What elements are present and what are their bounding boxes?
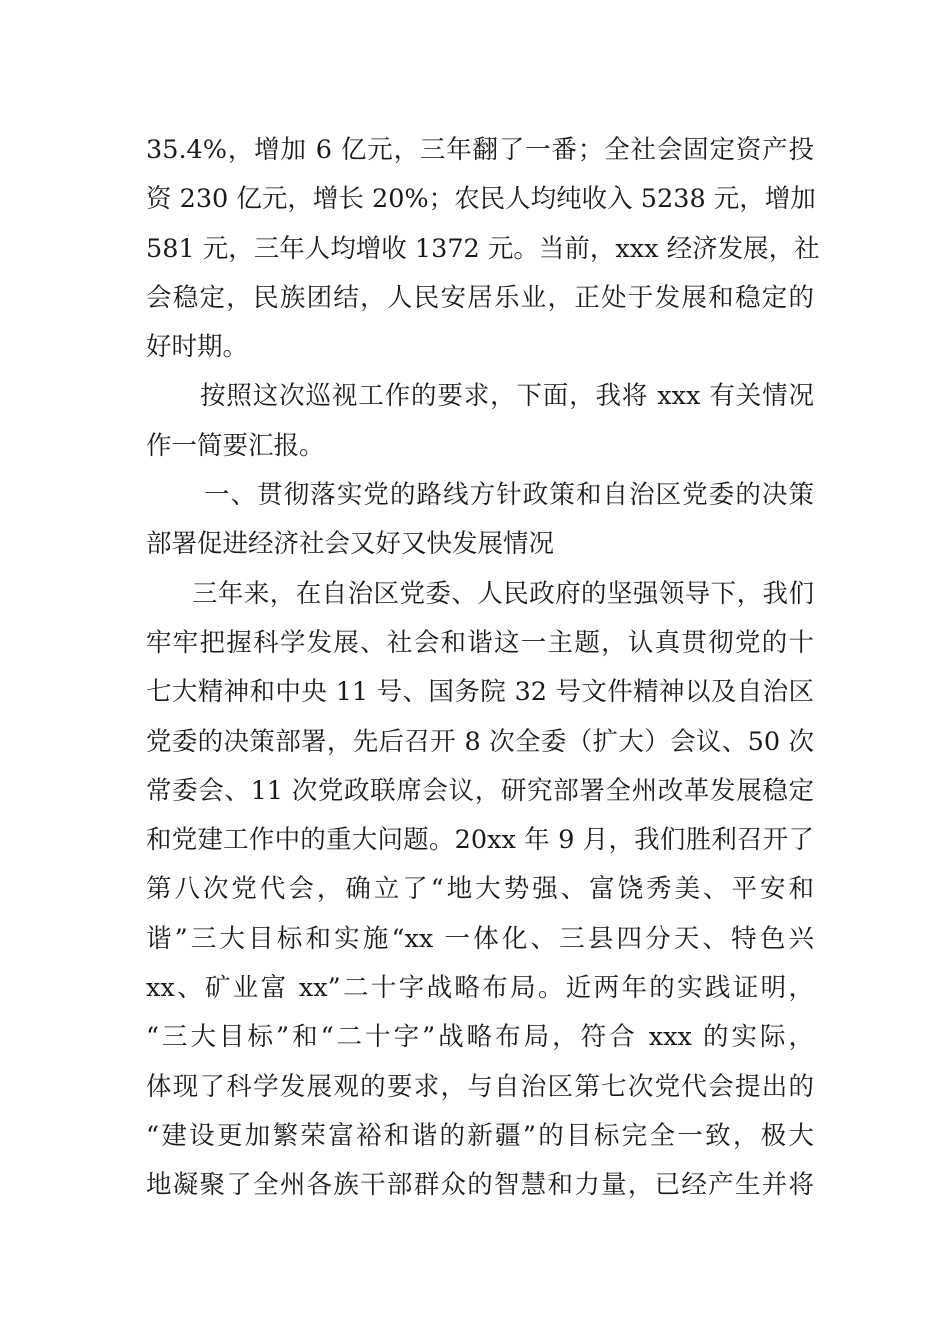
paragraph-three-years	[146, 570, 814, 1211]
text-line: xx、矿业富 xx”二十字战略布局。近两年的实践证明，	[146, 973, 814, 1004]
text-line: 部署促进经济社会又好又快发展情况	[146, 529, 555, 560]
paragraph-economic-summary	[146, 126, 820, 372]
text-line: 三年来，在自治区党委、人民政府的坚强领导下，我们	[192, 578, 814, 609]
text-line: 地凝聚了全州各族干部群众的智慧和力量，已经产生并将	[146, 1170, 814, 1201]
text-line: 党委的决策部署，先后召开 8 次全委（扩大）会议、50 次	[146, 726, 814, 757]
text-line: 35.4%，增加 6 亿元，三年翻了一番；全社会固定资产投	[146, 135, 814, 165]
text-line: 好时期。	[146, 332, 249, 363]
text-line: 作一简要汇报。	[146, 430, 325, 461]
text-line: 第八次党代会，确立了“地大势强、富饶秀美、平安和	[146, 874, 814, 905]
text-line: “三大目标”和“二十字”战略布局，符合 xxx 的实际，	[146, 1022, 814, 1053]
text-line: 会稳定，民族团结，人民安居乐业，正处于发展和稳定的	[146, 282, 814, 313]
text-line: 和党建工作中的重大问题。20xx 年 9 月，我们胜利召开了	[146, 825, 814, 856]
text-line: 581 元，三年人均增收 1372 元。当前，xxx 经济发展，社	[146, 233, 820, 264]
text-line: “建设更加繁荣富裕和谐的新疆”的目标完全一致，极大	[146, 1120, 814, 1151]
text-line: 牢牢把握科学发展、社会和谐这一主题，认真贯彻党的十	[146, 627, 814, 658]
section-heading-1	[146, 471, 814, 570]
text-line: 体现了科学发展观的要求，与自治区第七次党代会提出的	[146, 1071, 814, 1102]
text-line: 谐”三大目标和实施“xx 一体化、三县四分天、特色兴	[146, 923, 814, 954]
paragraph-report-intro	[146, 372, 814, 471]
document-body	[146, 126, 820, 1211]
text-line: 常委会、11 次党政联席会议，研究部署全州改革发展稳定	[146, 775, 814, 806]
text-line: 一、贯彻落实党的路线方针政策和自治区党委的决策	[204, 480, 814, 511]
text-line: 七大精神和中央 11 号、国务院 32 号文件精神以及自治区	[146, 677, 814, 708]
text-line: 资 230 亿元，增长 20%；农民人均纯收入 5238 元，增加	[146, 184, 816, 215]
text-line: 按照这次巡视工作的要求，下面，我将 xxx 有关情况	[200, 381, 814, 412]
